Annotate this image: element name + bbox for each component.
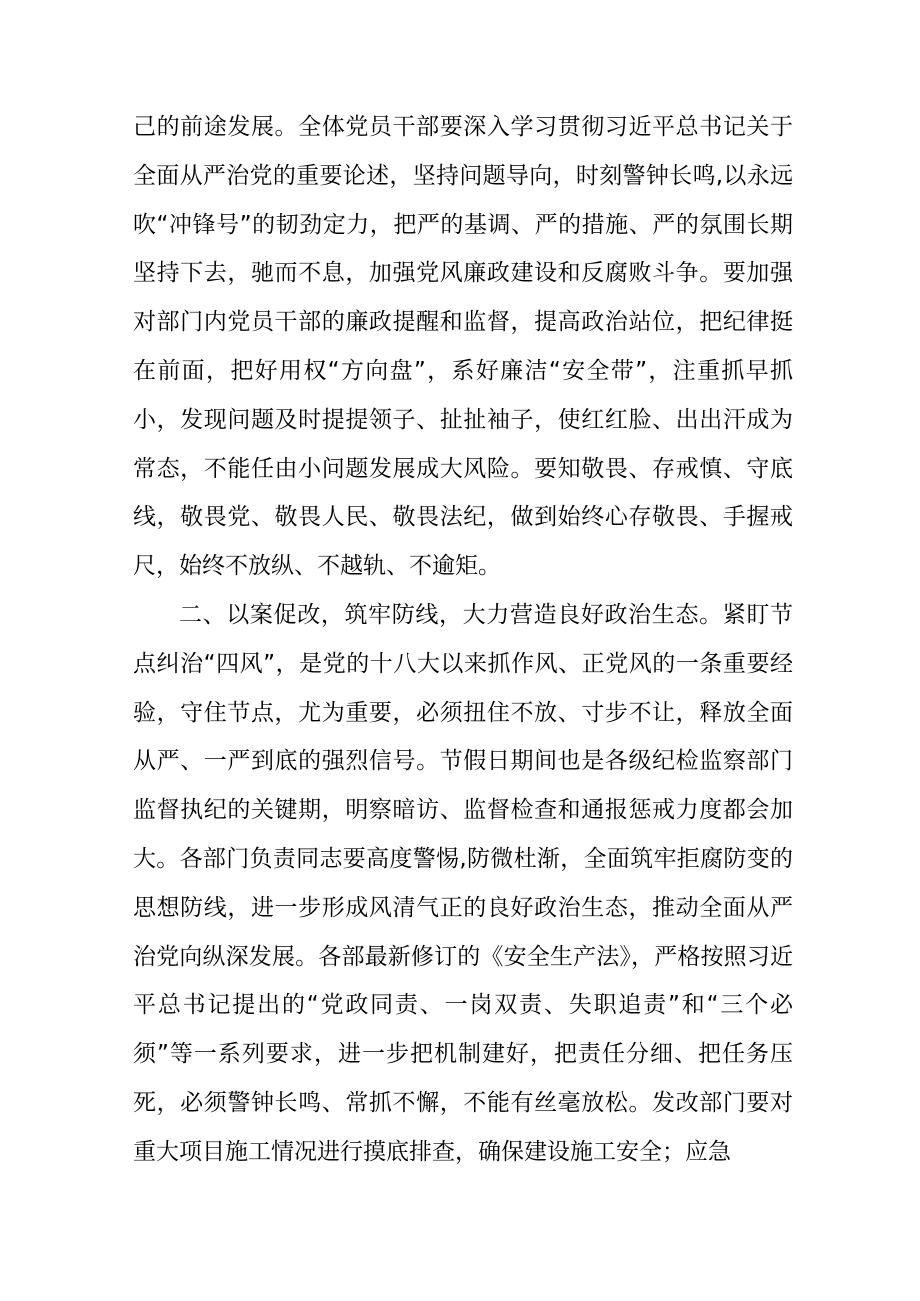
paragraph-continuation: 己的前途发展。全体党员干部要深入学习贯彻习近平总书记关于全面从严治党的重要论述，坚持问题导向，时刻警钟长鸣,以永远吹“冲锋号”的韧劲定力，把严的基调、严的措施、严的氛围长期坚持下去，驰而不息，加强党风廉政建设和反腐败斗争。要加强对部门内党员干部的廉政提醒和监督，提高政治站位，把纪律挺在前面，把好用权“方向盘”，系好廉洁“安全带”，注重抓早抓小，发现问题及时提提领子、扯扯袖子，使红红脸、出出汗成为常态，不能任由小问题发展成大风险。要知敬畏、存戒慎、守底线，敬畏党、敬畏人民、敬畏法纪，做到始终心存敬畏、手握戒尺，始终不放纵、不越轨、不逾矩。 (133, 114, 793, 580)
paragraph-section-two: 二、以案促改，筑牢防线，大力营造良好政治生态。紧盯节点纠治“四风”，是党的十八大以来抓作风、正党风的一条重要经验，守住节点，尤为重要，必须扭住不放、寸步不让，释放全面从严、一严到底的强烈信号。节假日期间也是各级纪检监察部门监督执纪的关键期，明察暗访、监督检查和通报惩戒力度都会加大。各部门负责同志要高度警惕,防微杜渐，全面筑牢拒腐防变的思想防线，进一步形成风清气正的良好政治生态，推动全面从严治党向纵深发展。各部最新修订的《安全生产法》，严格按照习近平总书记提出的“党政同责、一岗双责、失职追责”和“三个必须”等一系列要求，进一步把机制建好，把责任分细、把任务压死，必须警钟长鸣、常抓不懈，不能有丝毫放松。发改部门要对重大项目施工情况进行摸底排查，确保建设施工安全；应急 (133, 601, 793, 1165)
document-body (133, 103, 793, 1177)
